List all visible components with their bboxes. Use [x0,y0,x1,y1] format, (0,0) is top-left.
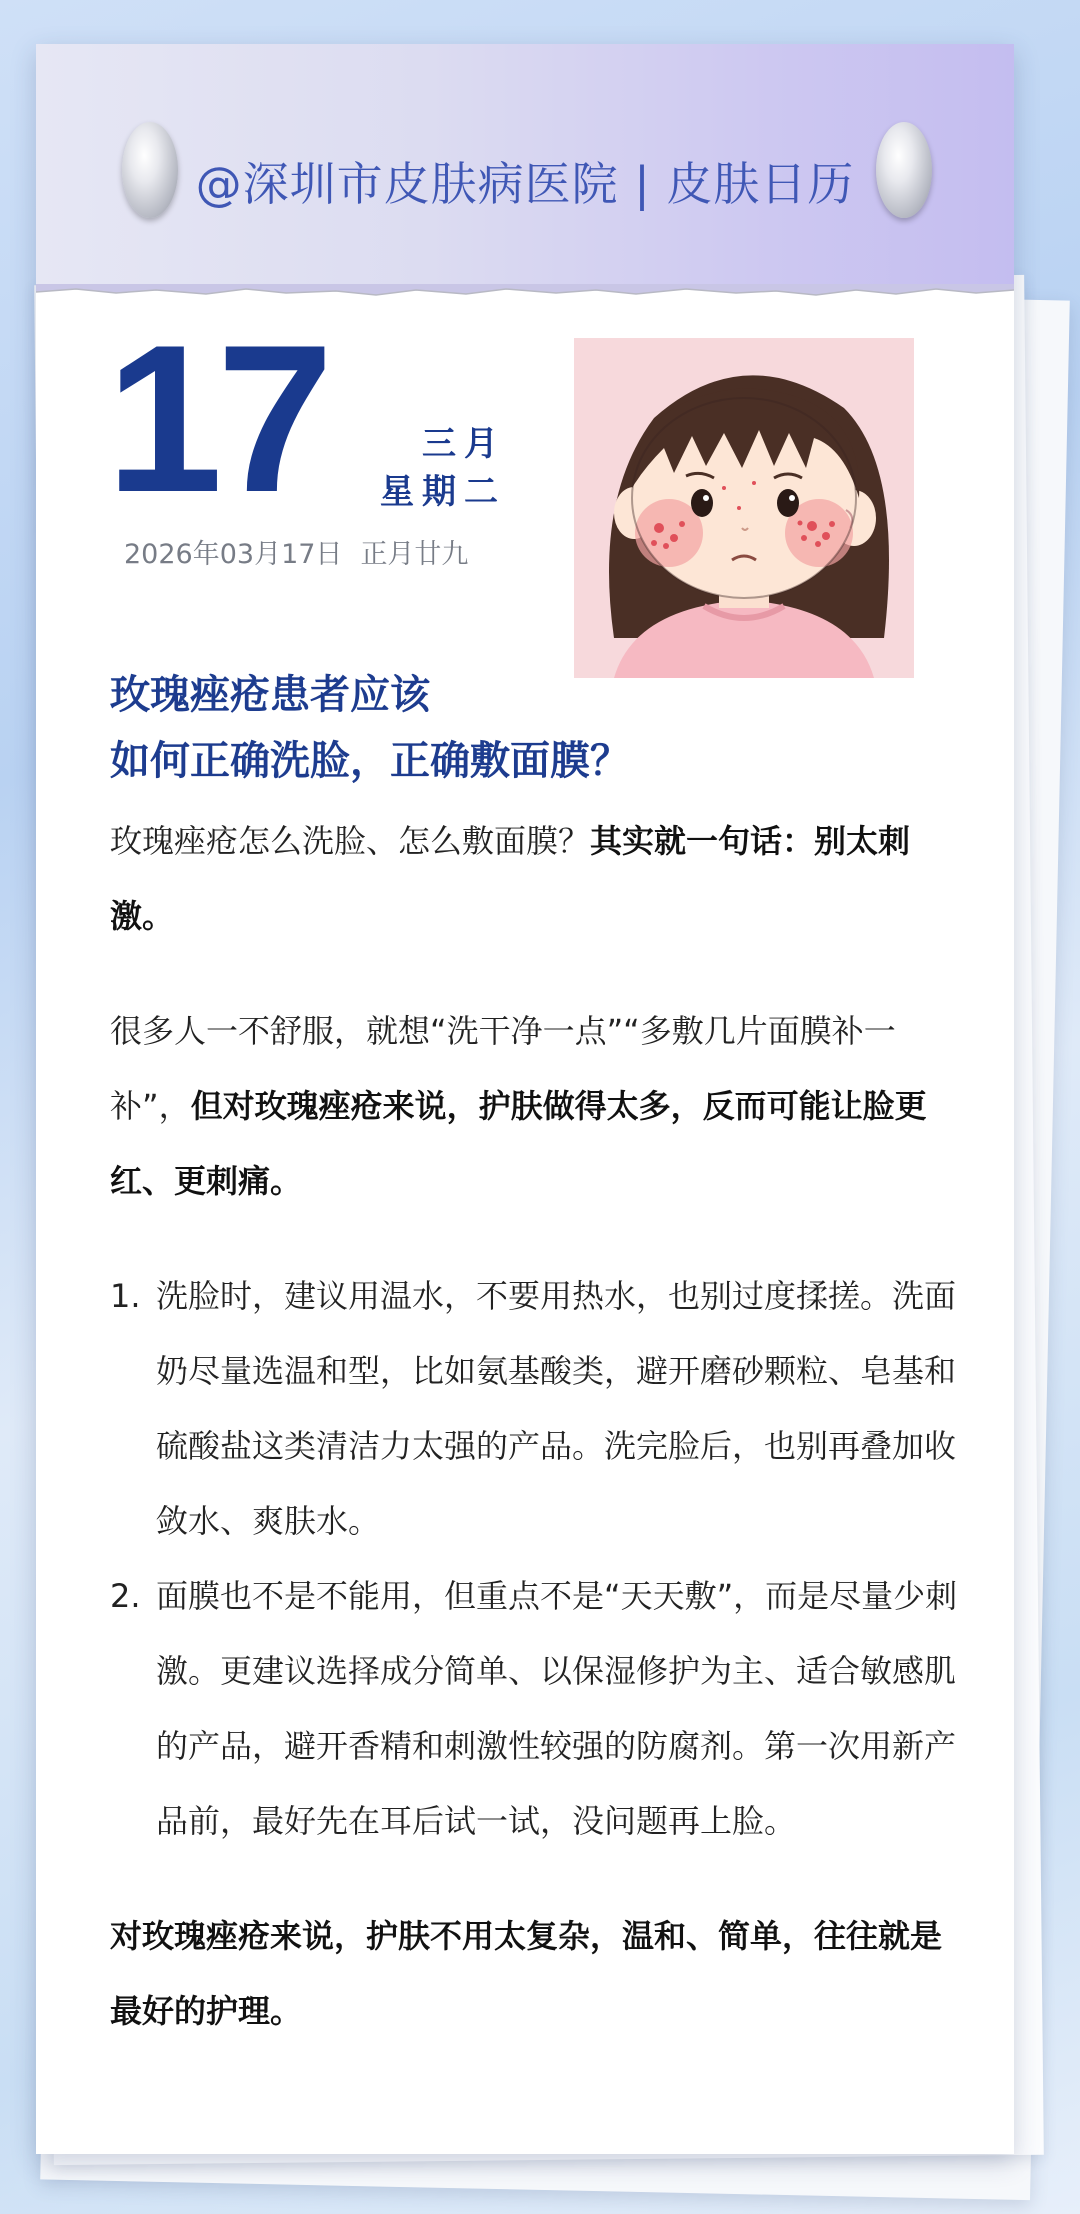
list-item-number: 2. [110,1577,141,1615]
day-number: 17 [106,301,328,536]
second-paragraph-bold-text: 但对玫瑰痤疮来说，护肤做得太多，反而可能让脸更红、更刺痛。 [110,1087,927,1200]
weekday-label: 星期二 [380,472,506,512]
list-item-text: 面膜也不是不能用，但重点不是“天天敷”，而是尽量少刺激。更建议选择成分简单、以保湿修护为主、适合敏感肌的产品，避开香精和刺激性较强的防腐剂。第一次用新产品前，最好先在耳后试一试，没问题再上脸。 [156,1577,958,1840]
article-title-line2: 如何正确洗脸，正确敷面膜？ [110,738,630,784]
second-paragraph [110,994,970,1219]
conclusion-text: 对玫瑰痤疮来说，护肤不用太复杂，温和、简单，往往就是最好的护理。 [110,1917,943,2030]
intro-text: 玫瑰痤疮怎么洗脸、怎么敷面膜？ [110,822,591,860]
lunar-date: 正月廿九 [360,539,469,570]
article-title [110,662,750,794]
intro-bold-text: 其实就一句话：别太刺激。 [110,822,911,935]
list-item-number: 1. [110,1277,141,1315]
header-title: @深圳市皮肤病医院 | 皮肤日历 [195,157,855,211]
tips-list [110,1259,970,1859]
list-item [110,1259,970,1559]
intro-paragraph [110,804,970,954]
calendar-header [36,44,1014,284]
girl-rosacea-illustration [574,338,914,678]
list-item [110,1559,970,1859]
article-body [110,804,970,2089]
full-date-line [124,532,468,571]
list-item-text: 洗脸时，建议用温水，不要用热水，也别过度揉搓。洗面奶尽量选温和型，比如氨基酸类，避开磨砂颗粒、皂基和硫酸盐这类清洁力太强的产品。洗完脸后，也别再叠加收敛水、爽肤水。 [156,1277,957,1540]
conclusion-paragraph [110,1899,970,2049]
calendar-page [36,44,1014,2154]
article-title-line1: 玫瑰痤疮患者应该 [110,672,430,718]
gregorian-date: 2026年03月17日 [124,539,343,570]
girl-face-icon [574,338,914,678]
second-paragraph-text: 很多人一不舒服，就想“洗干净一点”“多敷几片面膜补一补”， [110,1012,896,1125]
month-label: 三月 [422,424,506,464]
